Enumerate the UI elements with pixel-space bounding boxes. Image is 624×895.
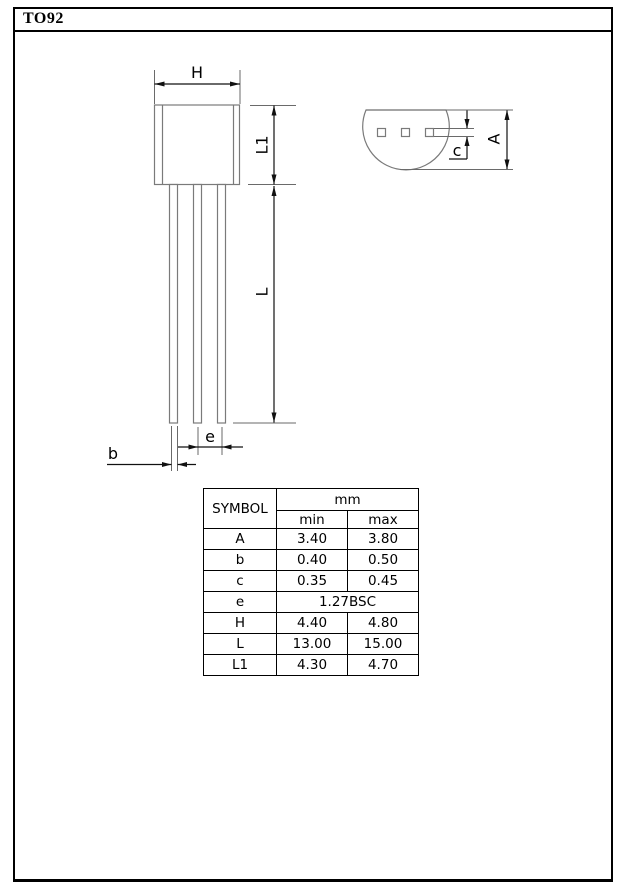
dimension-b: [107, 426, 196, 471]
lead-2: [194, 185, 202, 424]
cell-min: 4.30: [277, 655, 348, 676]
cell-symbol: b: [204, 550, 277, 571]
cell-min: 4.40: [277, 613, 348, 634]
dimension-table: [203, 488, 419, 676]
cell-min: 3.40: [277, 529, 348, 550]
table-row-c: [204, 571, 419, 592]
dimension-c: [449, 111, 470, 161]
table-row-e: [204, 592, 419, 613]
arrowhead-down-icon: [272, 175, 277, 185]
arrowhead-left-icon: [178, 462, 188, 467]
cell-max: 0.45: [348, 571, 419, 592]
package-top-outline: [363, 110, 450, 170]
dim-label-b: b: [107, 444, 119, 463]
table-header-unit: mm: [277, 489, 419, 511]
dim-label-c: c: [452, 141, 462, 160]
cell-symbol: L1: [204, 655, 277, 676]
cell-min: 0.40: [277, 550, 348, 571]
table-row-H: [204, 613, 419, 634]
cell-max: 0.50: [348, 550, 419, 571]
dim-label-L1: L1: [252, 135, 272, 155]
dim-label-e: e: [205, 427, 215, 446]
dimension-e: [177, 427, 243, 455]
arrowhead-up-icon: [505, 110, 510, 120]
cell-max: 15.00: [348, 634, 419, 655]
dimension-H: [155, 63, 241, 104]
arrowhead-left-icon: [155, 82, 165, 87]
dim-label-A: A: [484, 133, 504, 145]
package-body: [155, 105, 240, 185]
cell-min: 0.35: [277, 571, 348, 592]
lead-cross-section-3: [426, 129, 434, 137]
arrowhead-down-icon: [505, 160, 510, 170]
table-row-L1: [204, 655, 419, 676]
arrowhead-right-icon: [162, 462, 172, 467]
table-header-max: max: [348, 511, 419, 529]
cell-max: 4.70: [348, 655, 419, 676]
arrowhead-right-icon: [230, 82, 240, 87]
lead-3: [218, 185, 226, 424]
table-row-b: [204, 550, 419, 571]
lead-cross-section-1: [378, 129, 386, 137]
table-header-symbol: SYMBOL: [204, 489, 277, 529]
table-row-L: [204, 634, 419, 655]
lead-cross-section-2: [402, 129, 410, 137]
cell-symbol: A: [204, 529, 277, 550]
table-header-row: [204, 489, 419, 511]
cell-max: 3.80: [348, 529, 419, 550]
front-view: [155, 105, 240, 423]
dimension-L1: [248, 106, 296, 185]
cell-max: 4.80: [348, 613, 419, 634]
cell-min: 13.00: [277, 634, 348, 655]
arrowhead-left-icon: [222, 445, 232, 450]
arrowhead-right-icon: [189, 445, 199, 450]
lead-1: [170, 185, 178, 424]
cell-value: 1.27BSC: [277, 592, 419, 613]
arrowhead-up-icon: [465, 137, 470, 147]
cell-symbol: H: [204, 613, 277, 634]
arrowhead-up-icon: [272, 106, 277, 116]
table-header-min: min: [277, 511, 348, 529]
dim-label-L: L: [252, 287, 272, 297]
cell-symbol: e: [204, 592, 277, 613]
dim-label-H: H: [190, 63, 204, 82]
cell-symbol: c: [204, 571, 277, 592]
page-title: TO92: [23, 10, 64, 27]
arrowhead-down-icon: [465, 119, 470, 129]
dimension-A: [485, 110, 510, 170]
dimension-L: [233, 186, 296, 423]
cell-symbol: L: [204, 634, 277, 655]
arrowhead-up-icon: [272, 186, 277, 196]
table-row-A: [204, 529, 419, 550]
arrowhead-down-icon: [272, 413, 277, 423]
